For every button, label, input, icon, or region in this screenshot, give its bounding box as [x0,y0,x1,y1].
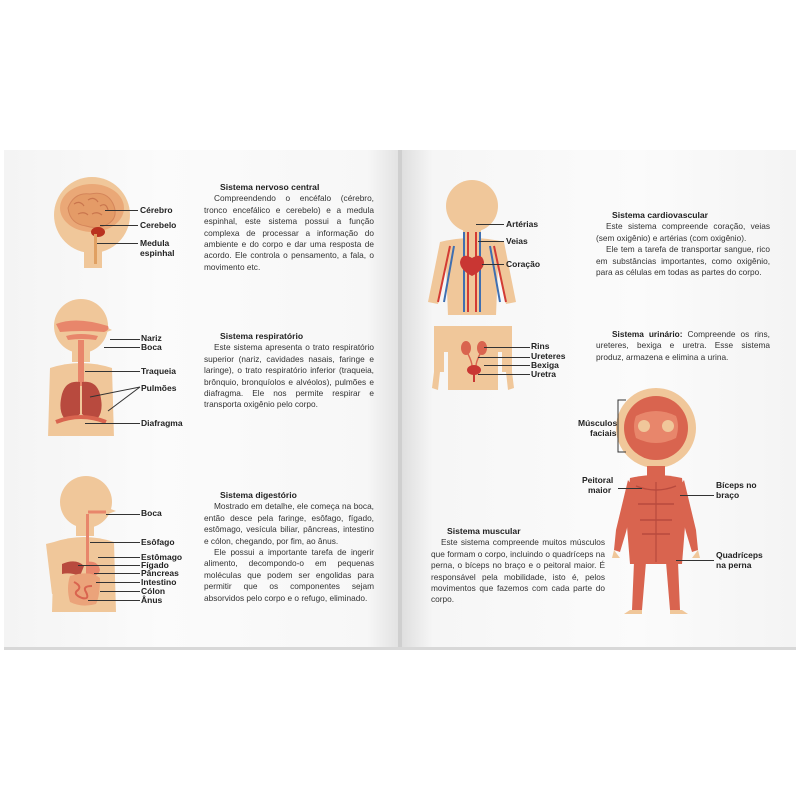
ureteres-pointer [478,357,530,358]
label-estomago: Estômago [141,552,183,562]
urinary-system-body: Compreende os rins, ureteres, bexiga e uretra. Esse sistema produz, armazena e elimina a urina. [596,329,770,362]
muscular-system-body: Este sistema compreende muitos músculos que formam o corpo, incluindo o quadríceps na perna, o bíceps no braço e o peitoral maior. É responsável pela mobilidade, isto é, pelos movimentos que fazemos com cada parte do corpo. [431,537,605,605]
label-pancreas: Pâncreas [141,568,179,578]
respiratory-system-body: Este sistema apresenta o trato respiratório superior (nariz, cavidades nasais, faringe e laringe), o trato respiratório inferior (traqueia, brônquio, bronquíolos e alvéolos), pulmões e diafragma. Ele nos permite respirar e transporta oxigênio pelo corpo. [204,342,374,410]
quadriceps-pointer [676,560,714,561]
label-quadriceps: Quadríceps [716,550,763,560]
pancreas-pointer [94,573,140,574]
figado-pointer [78,565,140,566]
veias-pointer [478,241,504,242]
colon-pointer [100,591,140,592]
nervous-system-text [204,182,374,273]
esofago-pointer [90,542,140,543]
label-boca-dig: Boca [141,508,162,518]
nariz-pointer [110,339,140,340]
muscular-system-title: Sistema muscular [447,526,521,536]
nervous-system-illustration [40,170,140,270]
bexiga-pointer [484,365,530,366]
digestive-system-body-1: Mostrado em detalhe, ele começa na boca, então desce pela faringe, esôfago, fígado, estômago, vesícula biliar, pâncreas, intestino e cólon, chegando, por fim, ao ânus. [204,501,374,546]
label-musculos: Músculos [578,418,618,428]
cardiovascular-system-illustration [420,180,530,315]
intestino-pointer [96,582,140,583]
respiratory-system-illustration [36,296,126,436]
rins-pointer [484,347,530,348]
traqueia-pointer [85,371,140,372]
digestive-system-body-2: Ele possui a importante tarefa de ingerir alimento, decompondo-o em pequenas moléculas que podem ser engolidas para permitir que os componentes sejam absorvidos pelo corpo e o refugo, eliminado. [204,547,374,603]
diafragma-pointer [85,423,140,424]
pulmoes-pointer [88,385,142,413]
label-ureteres: Ureteres [531,351,566,361]
anus-pointer [88,600,140,601]
coracao-pointer [482,264,504,265]
label-figado: Fígado [141,560,169,570]
boca-pointer [104,347,140,348]
label-intestino: Intestino [141,577,177,587]
digestive-system-text [204,490,374,604]
label-faciais: faciais [590,428,617,438]
label-colon: Cólon [141,586,166,596]
arterias-pointer [476,224,504,225]
label-biceps: Bíceps no [716,480,757,490]
muscular-system-text [431,526,605,606]
boca-dig-pointer [106,514,140,515]
label-na-perna: na perna [716,560,752,570]
peitoral-pointer [618,488,642,489]
biceps-pointer [680,495,714,496]
cerebelo-pointer [100,225,138,226]
label-peitoral: Peitoral [582,475,614,485]
label-cerebro: Cérebro [140,205,173,215]
nervous-system-body: Compreendendo o encéfalo (cérebro, tronco encefálico e cerebelo) e a medula espinhal, este sistema possui a função complexa de processar a informação do ambiente e do corpo e dar uma resposta de acordo. Ele controla o pensamento, a fala, o movimento etc. [204,193,374,272]
cardiovascular-system-title: Sistema cardiovascular [612,210,709,220]
label-cerebelo: Cerebelo [140,220,177,230]
respiratory-system-title: Sistema respiratório [220,331,304,341]
label-espinhal: espinhal [140,248,175,258]
label-pulmoes: Pulmões [141,383,177,393]
label-esofago: Esôfago [141,537,175,547]
cardiovascular-system-body-1: Este sistema compreende coração, veias (sem oxigênio) e artérias (com oxigênio). [596,221,770,243]
label-coracao: Coração [506,259,541,269]
cerebro-pointer [105,210,138,211]
page-edge [4,647,796,650]
label-rins: Rins [531,341,550,351]
label-bexiga: Bexiga [531,360,559,370]
respiratory-system-text [204,331,374,411]
label-medula: Medula [140,238,170,248]
label-uretra: Uretra [531,369,557,379]
label-traqueia: Traqueia [141,366,176,376]
cardiovascular-system-text [596,210,770,278]
urinary-system-text [596,329,770,363]
label-nariz: Nariz [141,333,162,343]
medula-pointer [97,243,138,244]
estomago-pointer [98,557,140,558]
label-maior: maior [588,485,612,495]
uretra-pointer [478,374,530,375]
book-spine [398,150,402,650]
nervous-system-title: Sistema nervoso central [220,182,320,192]
urinary-system-illustration [428,326,518,390]
label-diafragma: Diafragma [141,418,183,428]
digestive-system-title: Sistema digestório [220,490,297,500]
urinary-system-title: Sistema urinário: [612,329,683,339]
label-braco: braço [716,490,740,500]
label-arterias: Artérias [506,219,539,229]
label-boca-resp: Boca [141,342,162,352]
label-anus: Ânus [141,595,163,605]
cardiovascular-system-body-2: Ele tem a tarefa de transportar sangue, rico em substâncias importantes, como oxigênio, para as células em todas as partes do corpo. [596,244,770,278]
label-veias: Veias [506,236,528,246]
